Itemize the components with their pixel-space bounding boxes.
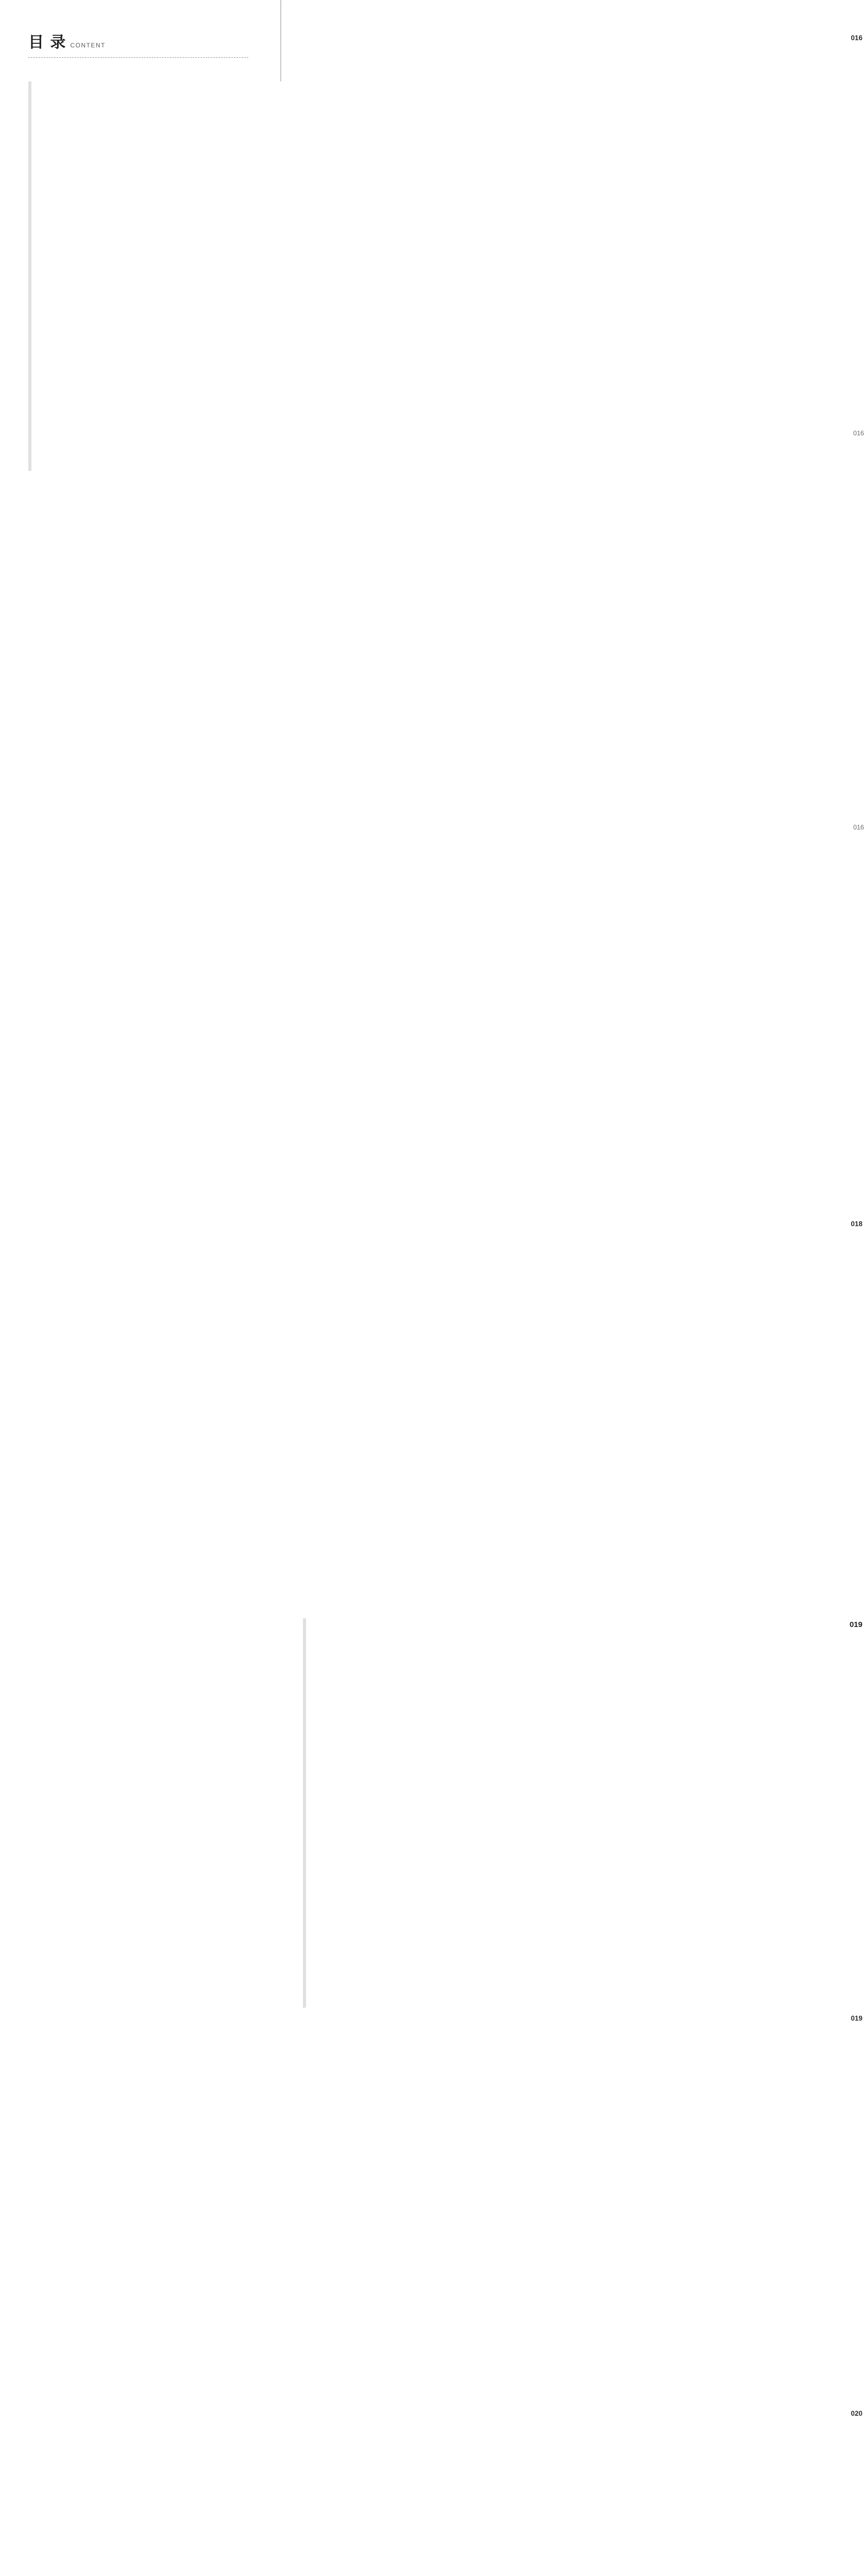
toc-entry-section — [303, 2408, 530, 2576]
page-subtitle: CONTENT — [70, 42, 106, 49]
toc-entry-item — [28, 1265, 248, 1659]
toc-entry-item — [303, 822, 530, 1216]
toc-entry-section — [28, 476, 248, 869]
toc-header — [28, 29, 248, 58]
toc-entry-page: 020 — [306, 2410, 862, 2576]
toc-entry-section — [303, 1218, 530, 1611]
toc-entries-left — [28, 81, 248, 2576]
toc-entry-page: 019 — [306, 1618, 862, 2008]
toc-entry-item — [303, 428, 530, 822]
toc-column-right — [303, 30, 530, 2576]
toc-entry-item — [28, 2451, 248, 2576]
toc-entry-page: 016 — [308, 824, 864, 1214]
toc-entry-section — [303, 2013, 530, 2405]
toc-entry-page: 019 — [306, 2014, 862, 2404]
toc-entry-item — [28, 871, 248, 1265]
toc-entry-section — [28, 1662, 248, 2055]
toc-entry-page: 016 — [308, 430, 864, 820]
book-toc-page — [0, 0, 556, 389]
toc-entries-right — [303, 32, 530, 2576]
page-title: 目 录 — [28, 34, 66, 51]
toc-entry-page: 016 — [306, 34, 862, 423]
toc-entry-section — [303, 32, 530, 425]
toc-entry-chapter — [28, 81, 248, 471]
toc-entry-page: 018 — [306, 1220, 862, 1609]
toc-entry-chapter — [303, 1618, 530, 2008]
toc-column-left — [28, 0, 248, 2576]
toc-entry-item — [28, 2057, 248, 2451]
